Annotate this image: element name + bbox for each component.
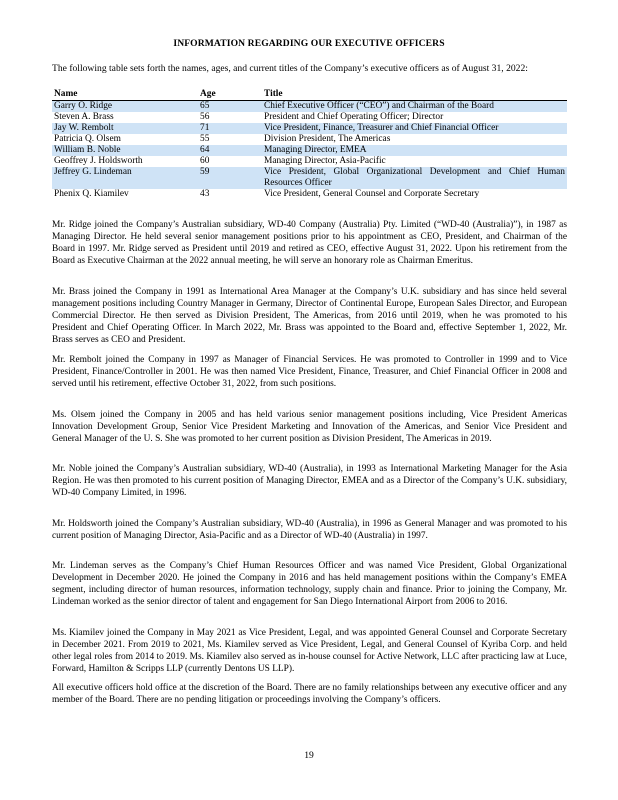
officer-age: 60 [200, 156, 210, 166]
bio-paragraph-holdsworth: Mr. Holdsworth joined the Company’s Australian subsidiary, WD-40 (Australia), in 1996 as General Manager and was promoted to his current position of Managing Director, Asia-Pacific and as a Director of WD-40 (Australia) in 1997. [52, 519, 567, 541]
page-number: 19 [304, 750, 314, 761]
bio-paragraph-olsem: Ms. Olsem joined the Company in 2005 and has held various senior management positions including, Vice President Americas Innovation Development Group, Senior Vice President Marketing and Innovation of the Americas, and Senior Vice President and General Manager of the U. S. She was promoted to her current position as Division President, The Americas in 2019. [52, 410, 567, 444]
officer-title: Vice President, General Counsel and Corporate Secretary [264, 189, 480, 199]
officer-age: 64 [198, 145, 262, 156]
officer-name: Jay W. Rembolt [52, 123, 198, 134]
intro-text: The following table sets forth the names, ages, and current titles of the Company’s executive officers as of August 31, 2022: [52, 63, 528, 74]
officer-title: Chief Executive Officer (“CEO”) and Chairman of the Board [262, 101, 567, 113]
closing-paragraph: All executive officers hold office at the discretion of the Board. There are no family relationships between any executive officer and any member of the Board. There are no pending litigation or proceedings involving the Company’s officers. [52, 683, 567, 705]
officer-name: Patricia Q. Olsem [54, 134, 121, 144]
officer-age: 56 [200, 112, 210, 122]
column-header-name: Name [52, 89, 198, 101]
bio-paragraph-noble: Mr. Noble joined the Company’s Australian subsidiary, WD-40 (Australia), in 1993 as International Marketing Manager for the Asia Region. He was then promoted to his current position of Managing Director, EMEA and as a Director of the Company’s U.K. subsidiary, WD-40 Company Limited, in 1996. [52, 464, 567, 498]
officer-name: Steven A. Brass [54, 112, 114, 122]
section-heading: INFORMATION REGARDING OUR EXECUTIVE OFFICERS [173, 38, 445, 49]
table-row [52, 101, 567, 113]
column-header-age: Age [198, 89, 262, 101]
officer-age: 55 [200, 134, 210, 144]
table-header-row [52, 89, 567, 101]
officer-name: Jeffrey G. Lindeman [52, 167, 198, 189]
executive-officers-table [52, 89, 567, 200]
officer-name: Geoffrey J. Holdsworth [54, 156, 143, 166]
table-row [52, 145, 567, 156]
officer-age: 71 [198, 123, 262, 134]
officer-title: Managing Director, EMEA [262, 145, 567, 156]
table-row [52, 167, 567, 189]
officer-title: Vice President, Global Organizational Development and Chief Human Resources Officer [264, 167, 565, 188]
table-row [52, 189, 567, 200]
table-row [52, 123, 567, 134]
bio-paragraph-rembolt: Mr. Rembolt joined the Company in 1997 as Manager of Financial Services. He was promoted to Controller in 1999 and to Vice President, Finance/Controller in 2001. He was then named Vice President, Finance, Treasurer, and Chief Financial Officer in 2008 and served until his retirement, effective October 31, 2022, from such positions. [52, 355, 567, 389]
officer-name: Garry O. Ridge [52, 101, 198, 113]
officer-title: Vice President, Finance, Treasurer and Chief Financial Officer [262, 123, 567, 134]
officer-age: 59 [198, 167, 262, 189]
bio-paragraph-brass: Mr. Brass joined the Company in 1991 as International Area Manager at the Company’s U.K. subsidiary and has since held several management positions including Country Manager in Germany, Director of Continental Europe, European Sales Director, and European Commercial Director. He then served as Division President, The Americas, from 2016 until 2019, when he was promoted to his President and Chief Operating Officer. In March 2022, Mr. Brass was appointed to the Board and, effective September 1, 2022, Mr. Brass serves as CEO and President. [52, 287, 567, 345]
table-row [52, 112, 567, 123]
table-row [52, 134, 567, 145]
officer-title: Division President, The Americas [264, 134, 391, 144]
officer-title: Managing Director, Asia-Pacific [264, 156, 386, 166]
bio-paragraph-ridge: Mr. Ridge joined the Company’s Australian subsidiary, WD-40 Company (Australia) Pty. Limited (“WD-40 (Australia)”), in 1987 as Managing Director. He held several senior management positions prior to his appointment as CEO, President, and Chairman of the Board in 1997. Mr. Ridge served as President until 2019 and retired as CEO, effective August 31, 2022. Upon his retirement from the Board as Executive Chairman at the 2022 annual meeting, he will serve an honorary role as Chairman Emeritus. [52, 220, 567, 266]
bio-paragraph-lindeman: Mr. Lindeman serves as the Company’s Chief Human Resources Officer and was named Vice President, Global Organizational Development in December 2020. He joined the Company in 2016 and has held management positions within the Company’s EMEA segment, including director of human resources, information technology, supply chain and finance. Prior to joining the Company, Mr. Lindeman worked as the senior director of talent and engagement for San Diego International Airport from 2006 to 2016. [52, 561, 567, 607]
officer-title: President and Chief Operating Officer; Director [264, 112, 444, 122]
officer-name: William B. Noble [52, 145, 198, 156]
officer-age: 43 [200, 189, 210, 199]
officer-age: 65 [198, 101, 262, 113]
column-header-title: Title [262, 89, 567, 101]
officer-name: Phenix Q. Kiamilev [54, 189, 129, 199]
table-row [52, 156, 567, 167]
bio-paragraph-kiamilev: Ms. Kiamilev joined the Company in May 2021 as Vice President, Legal, and was appointed General Counsel and Corporate Secretary in December 2021. From 2019 to 2021, Ms. Kiamilev served as Vice President, Legal, and General Counsel of Kyriba Corp. and held other legal roles from 2014 to 2019. Ms. Kiamilev also served as in-house counsel for Active Network, LLC after practicing law at Luce, Forward, Hamilton & Scripps LLP (currently Dentons US LLP). [52, 628, 567, 674]
